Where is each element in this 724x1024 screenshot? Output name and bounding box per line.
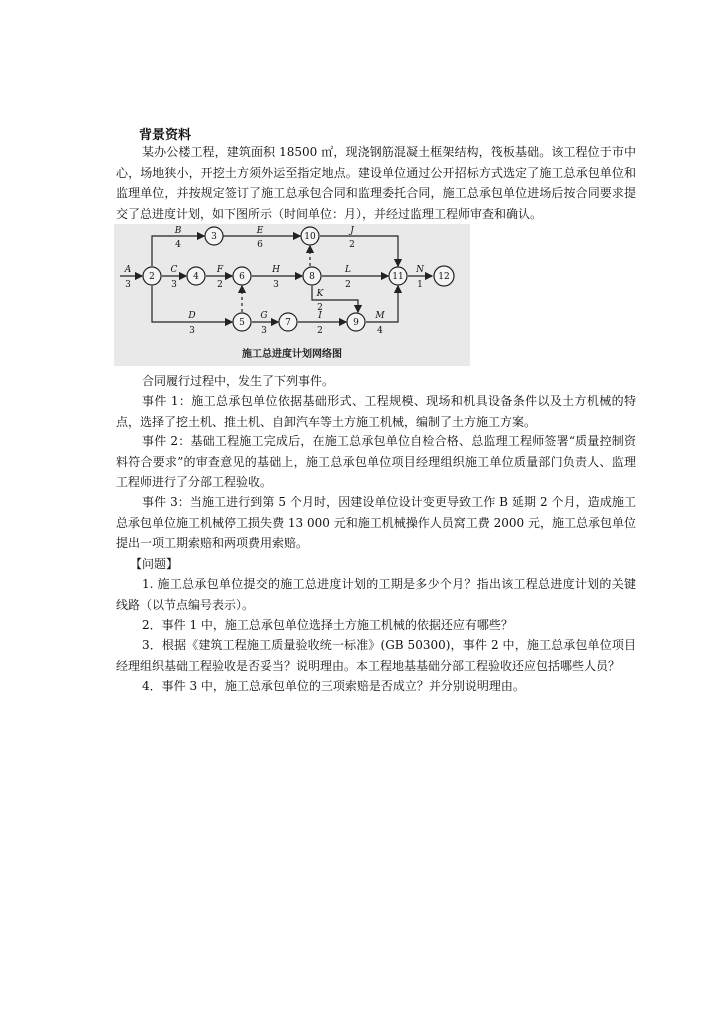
question-4: 4．事件 3 中，施工总承包单位的三项索赔是否成立？并分别说明理由。 — [142, 679, 525, 693]
node-label-9: 9 — [353, 318, 359, 328]
question-2: 2．事件 1 中，施工总承包单位选择土方施工机械的依据还应有哪些？ — [142, 618, 513, 632]
event-1: 事件 1：施工总承包单位依据基础形式、工程规模、现场和机具设备条件以及土方机械的特点，选择了挖土机、推土机、自卸汽车等土方施工机械，编制了土方施工方案。 — [116, 394, 636, 429]
node-label-10: 10 — [304, 232, 316, 242]
activity-g-label: G — [260, 311, 268, 321]
event-2: 事件 2：基础工程施工完成后，在施工总承包单位自检合格、总监理工程师签署“质量控制资料符合要求”的审查意见的基础上，施工总承包单位项目经理组织施工单位质量部门负责人、监理工程师进行了分部工程验收。 — [116, 434, 636, 489]
activity-g-duration: 3 — [261, 326, 267, 336]
activity-h-duration: 3 — [273, 280, 279, 290]
activity-e-duration: 6 — [257, 240, 263, 250]
activity-c-label: C — [170, 265, 178, 275]
activity-c-duration: 3 — [171, 280, 177, 290]
activity-d-label: D — [188, 311, 196, 321]
node-label-4: 4 — [193, 272, 199, 282]
activity-m-label: M — [375, 311, 385, 321]
activity-h-label: H — [272, 265, 280, 275]
activity-a-duration: 3 — [125, 280, 131, 290]
network-diagram — [114, 224, 470, 366]
node-label-2: 2 — [149, 272, 155, 282]
node-label-8: 8 — [309, 272, 315, 282]
activity-i-label: I — [318, 311, 322, 321]
activity-b-label: B — [174, 226, 182, 236]
node-label-6: 6 — [239, 272, 245, 282]
after-figure-text: 合同履行过程中，发生了下列事件。 — [142, 374, 335, 388]
activity-n-duration: 1 — [417, 280, 423, 290]
section-heading: 背景资料 — [139, 128, 192, 143]
node-label-3: 3 — [211, 232, 217, 242]
diagram-caption: 施工总进度计划网络图 — [242, 349, 342, 360]
activity-n-label: N — [416, 265, 424, 275]
node-label-12: 12 — [438, 272, 450, 282]
activity-l-duration: 2 — [345, 280, 351, 290]
question-1: 1. 施工总承包单位提交的施工总进度计划的工期是多少个月？指出该工程总进度计划的关键线路（以节点编号表示）。 — [116, 577, 636, 612]
activity-k-label: K — [316, 289, 324, 299]
activity-d-duration: 3 — [189, 326, 195, 336]
activity-f-label: F — [216, 265, 224, 275]
activity-k-duration: 2 — [317, 303, 323, 313]
activity-j-label: J — [350, 226, 354, 236]
activity-f-duration: 2 — [217, 280, 223, 290]
activity-j-duration: 2 — [349, 240, 355, 250]
node-label-11: 11 — [392, 272, 404, 282]
activity-i-duration: 2 — [317, 326, 323, 336]
activity-m-duration: 4 — [377, 326, 383, 336]
question-3: 3．根据《建筑工程施工质量验收统一标准》(GB 50300)，事件 2 中，施工总承包单位项目经理组织基础工程验收是否妥当？说明理由。本工程地基基础分部工程验收还应包括哪些人员？ — [116, 638, 636, 673]
activity-l-label: L — [345, 265, 351, 275]
intro-paragraph: 某办公楼工程，建筑面积 18500 ㎡，现浇钢筋混凝土框架结构，筏板基础。该工程位于市中心，场地狭小，开挖土方须外运至指定地点。建设单位通过公开招标方式选定了施工总承包单位和监理单位，并按规定签订了施工总承包合同和监理委托合同，施工总承包单位进场后按合同要求提交了总进度计划，如下图所示（时间单位：月），并经过监理工程师审查和确认。 — [116, 145, 636, 221]
event-3: 事件 3：当施工进行到第 5 个月时，因建设单位设计变更导致工作 B 延期 2 个月，造成施工总承包单位施工机械停工损失费 13 000 元和施工机械操作人员窝工费 2000 元，施工总承包单位提出一项工期索赔和两项费用索赔。 — [116, 495, 636, 550]
activity-e-label: E — [256, 226, 264, 236]
node-label-7: 7 — [285, 318, 291, 328]
activity-b-duration: 4 — [175, 240, 181, 250]
questions-heading: 【问题】 — [130, 557, 179, 571]
node-label-5: 5 — [239, 318, 245, 328]
activity-a-label: A — [124, 265, 132, 275]
arrow-j — [320, 236, 398, 266]
